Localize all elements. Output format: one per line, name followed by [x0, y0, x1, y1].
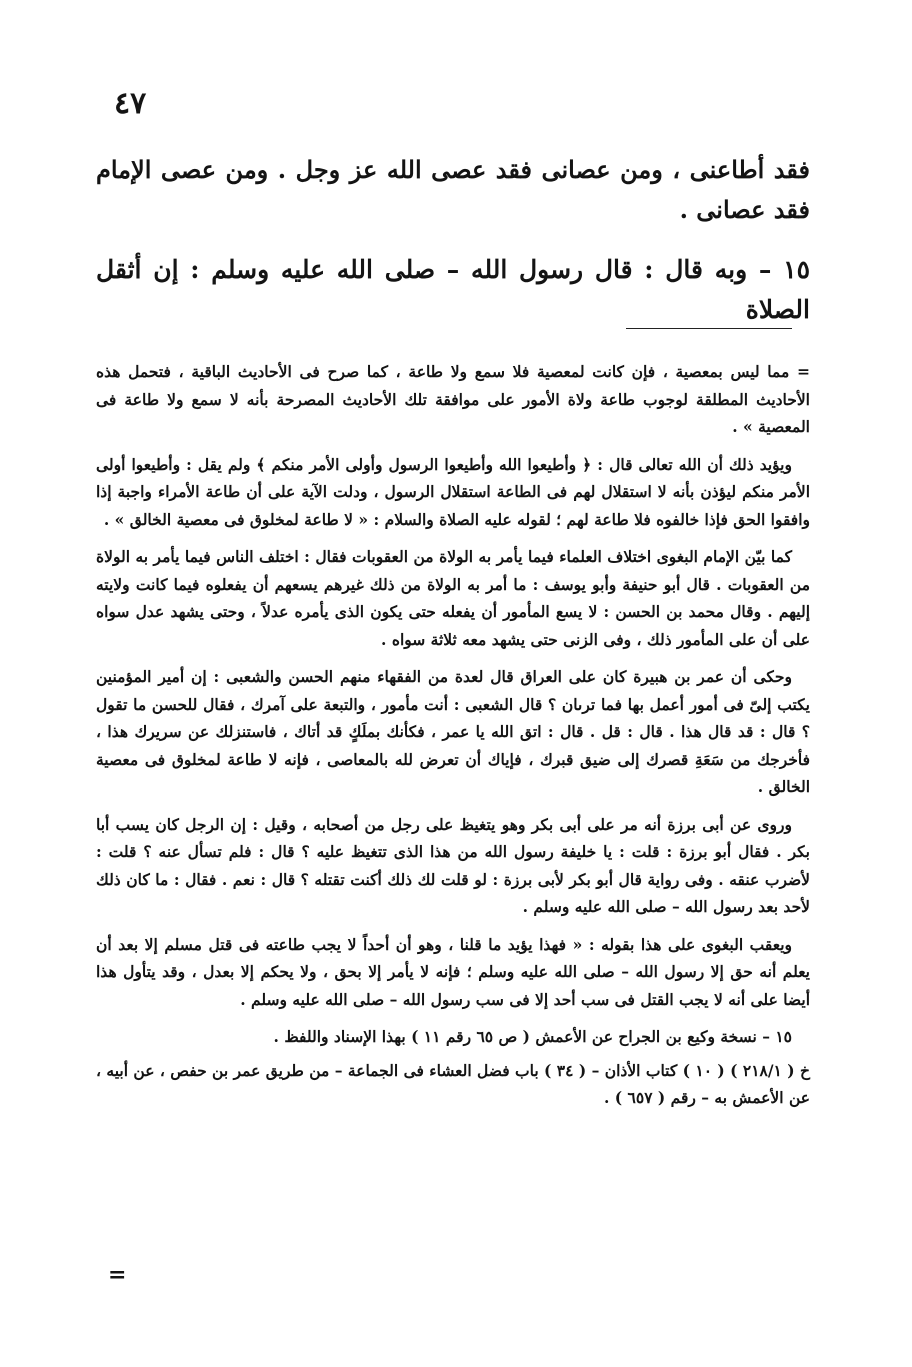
hadith-heading: ١٥ – وبه قال : قال رسول الله – صلى الله عليه وسلم : إن أثقل الصلاة [96, 255, 810, 324]
source-reference: ١٥ – نسخة وكيع بن الجراح عن الأعمش ( ص ٦٥ رقم ١١ ) بهذا الإسناد واللفظ . [273, 1027, 792, 1046]
footnote-paragraph: ويعقب البغوى على هذا بقوله : « فهذا يؤيد ما قلنا ، وهو أن أحداً لا يجب طاعته فى قتل مسلم إلا بعد أن يعلم أنه حق إلا رسول الله – صلى الله عليه وسلم ؛ فإنه لا يأمر إلا بحق ، ولا يحكم إلا بعدل ، وقد يتأول هذا أيضا على أنه لا يجب القتل فى سب أحد إلا فى سب رسول الله – صلى الله عليه وسلم . [96, 934, 810, 1009]
footnote-paragraph: وحكى أن عمر بن هبيرة كان على العراق قال لعدة من الفقهاء منهم الحسن والشعبى : إن أمير المؤمنين يكتب إلىّ فى أمور أعمل بها فما ترىان ؟ قال الشعبى : أنت مأمور ، والتبعة على آمرك ، فقال للحسن ما تقول ؟ قال : قد قال هذا . قال : قل . قال : اتق الله يا عمر ، فكأنك بملَكٍ قد أتاك ، فاستنزلك عن سريرك هذا ، فأخرجك من سَعَةِ قصرك إلى ضيق قبرك ، فإياك أن تعرض لله بالمعاصى ، فإنه لا طاعة لمخلوق فى معصية الخالق . [96, 667, 810, 796]
main-text-paragraph: فقد أطاعنى ، ومن عصانى فقد عصى الله عز وجل . ومن عصى الإمام فقد عصانى . [96, 155, 810, 224]
footnote-paragraph: = مما ليس بمعصية ، فإن كانت لمعصية فلا سمع ولا طاعة ، كما صرح فى الأحاديث الباقية ، فتحمل هذه الأحاديث المطلقة لوجوب طاعة ولاة الأمور على موافقة تلك الأحاديث المصرحة بأنه لا سمع ولا طاعة فى المعصية » . [96, 362, 810, 436]
footnote-paragraph: كما بيّن الإمام البغوى اختلاف العلماء فيما يأمر به الولاة من العقوبات فقال : اختلف الناس فيما يأمر به الولاة من العقوبات . قال أبو حنيفة وأبو يوسف : ما أمر به الولاة من ذلك غيرهم يسعهم أن يفعلوه فيما كانت ولايته إليهم . وقال محمد بن الحسن : لا يسع المأمور أن يفعله حتى يكون الذى يأمره عدلاً ، وحتى يشهد عدل سواه على أن على المأمور ذلك ، وفى الزنى حتى يشهد معه ثلاثة سواه . [96, 547, 810, 649]
continuation-mark: = [108, 1262, 127, 1288]
footnotes-section [96, 358, 810, 1118]
page-number: ٤٧ [114, 86, 147, 121]
source-reference: خ ( ٢١٨/١ ) ( ١٠ ) كتاب الأذان – ( ٣٤ ) باب فضل العشاء فى الجماعة – من طريق عمر بن حفص ، عن أبيه ، عن الأعمش به – رقم ( ٦٥٧ ) . [96, 1060, 811, 1107]
footnote-paragraph: وروى عن أبى برزة أنه مر على أبى بكر وهو يتغيظ على رجل من أصحابه ، وقيل : إن الرجل كان يسب أبا بكر . فقال أبو برزة : قلت : يا خليفة رسول الله من هذا الذى تتغيظ عليه ؟ قال : فلم تسأل عنه ؟ قلت : لأضرب عنقه . وفى رواية قال أبو بكر لأبى برزة : لو قلت لك ذلك أكنت تقتله ؟ قال : نعم . فقال : ما كان ذلك لأحد بعد رسول الله – صلى الله عليه وسلم . [96, 814, 810, 916]
footnote-paragraph: ويؤيد ذلك أن الله تعالى قال : ﴿ وأطيعوا الله وأطيعوا الرسول وأولى الأمر منكم ﴾ ولم يقل : وأطيعوا أولى الأمر منكم ليؤذن بأنه لا استقلال لهم فى الطاعة استقلال الرسول ، ودلت الآية على أن طاعة الأمراء واجبة إذا وافقوا الحق فإذا خالفوه فلا طاعة لهم ؛ لقوله عليه الصلاة والسلام : « لا طاعة لمخلوق فى معصية الخالق » . [96, 454, 810, 529]
footnote-divider [626, 328, 792, 329]
